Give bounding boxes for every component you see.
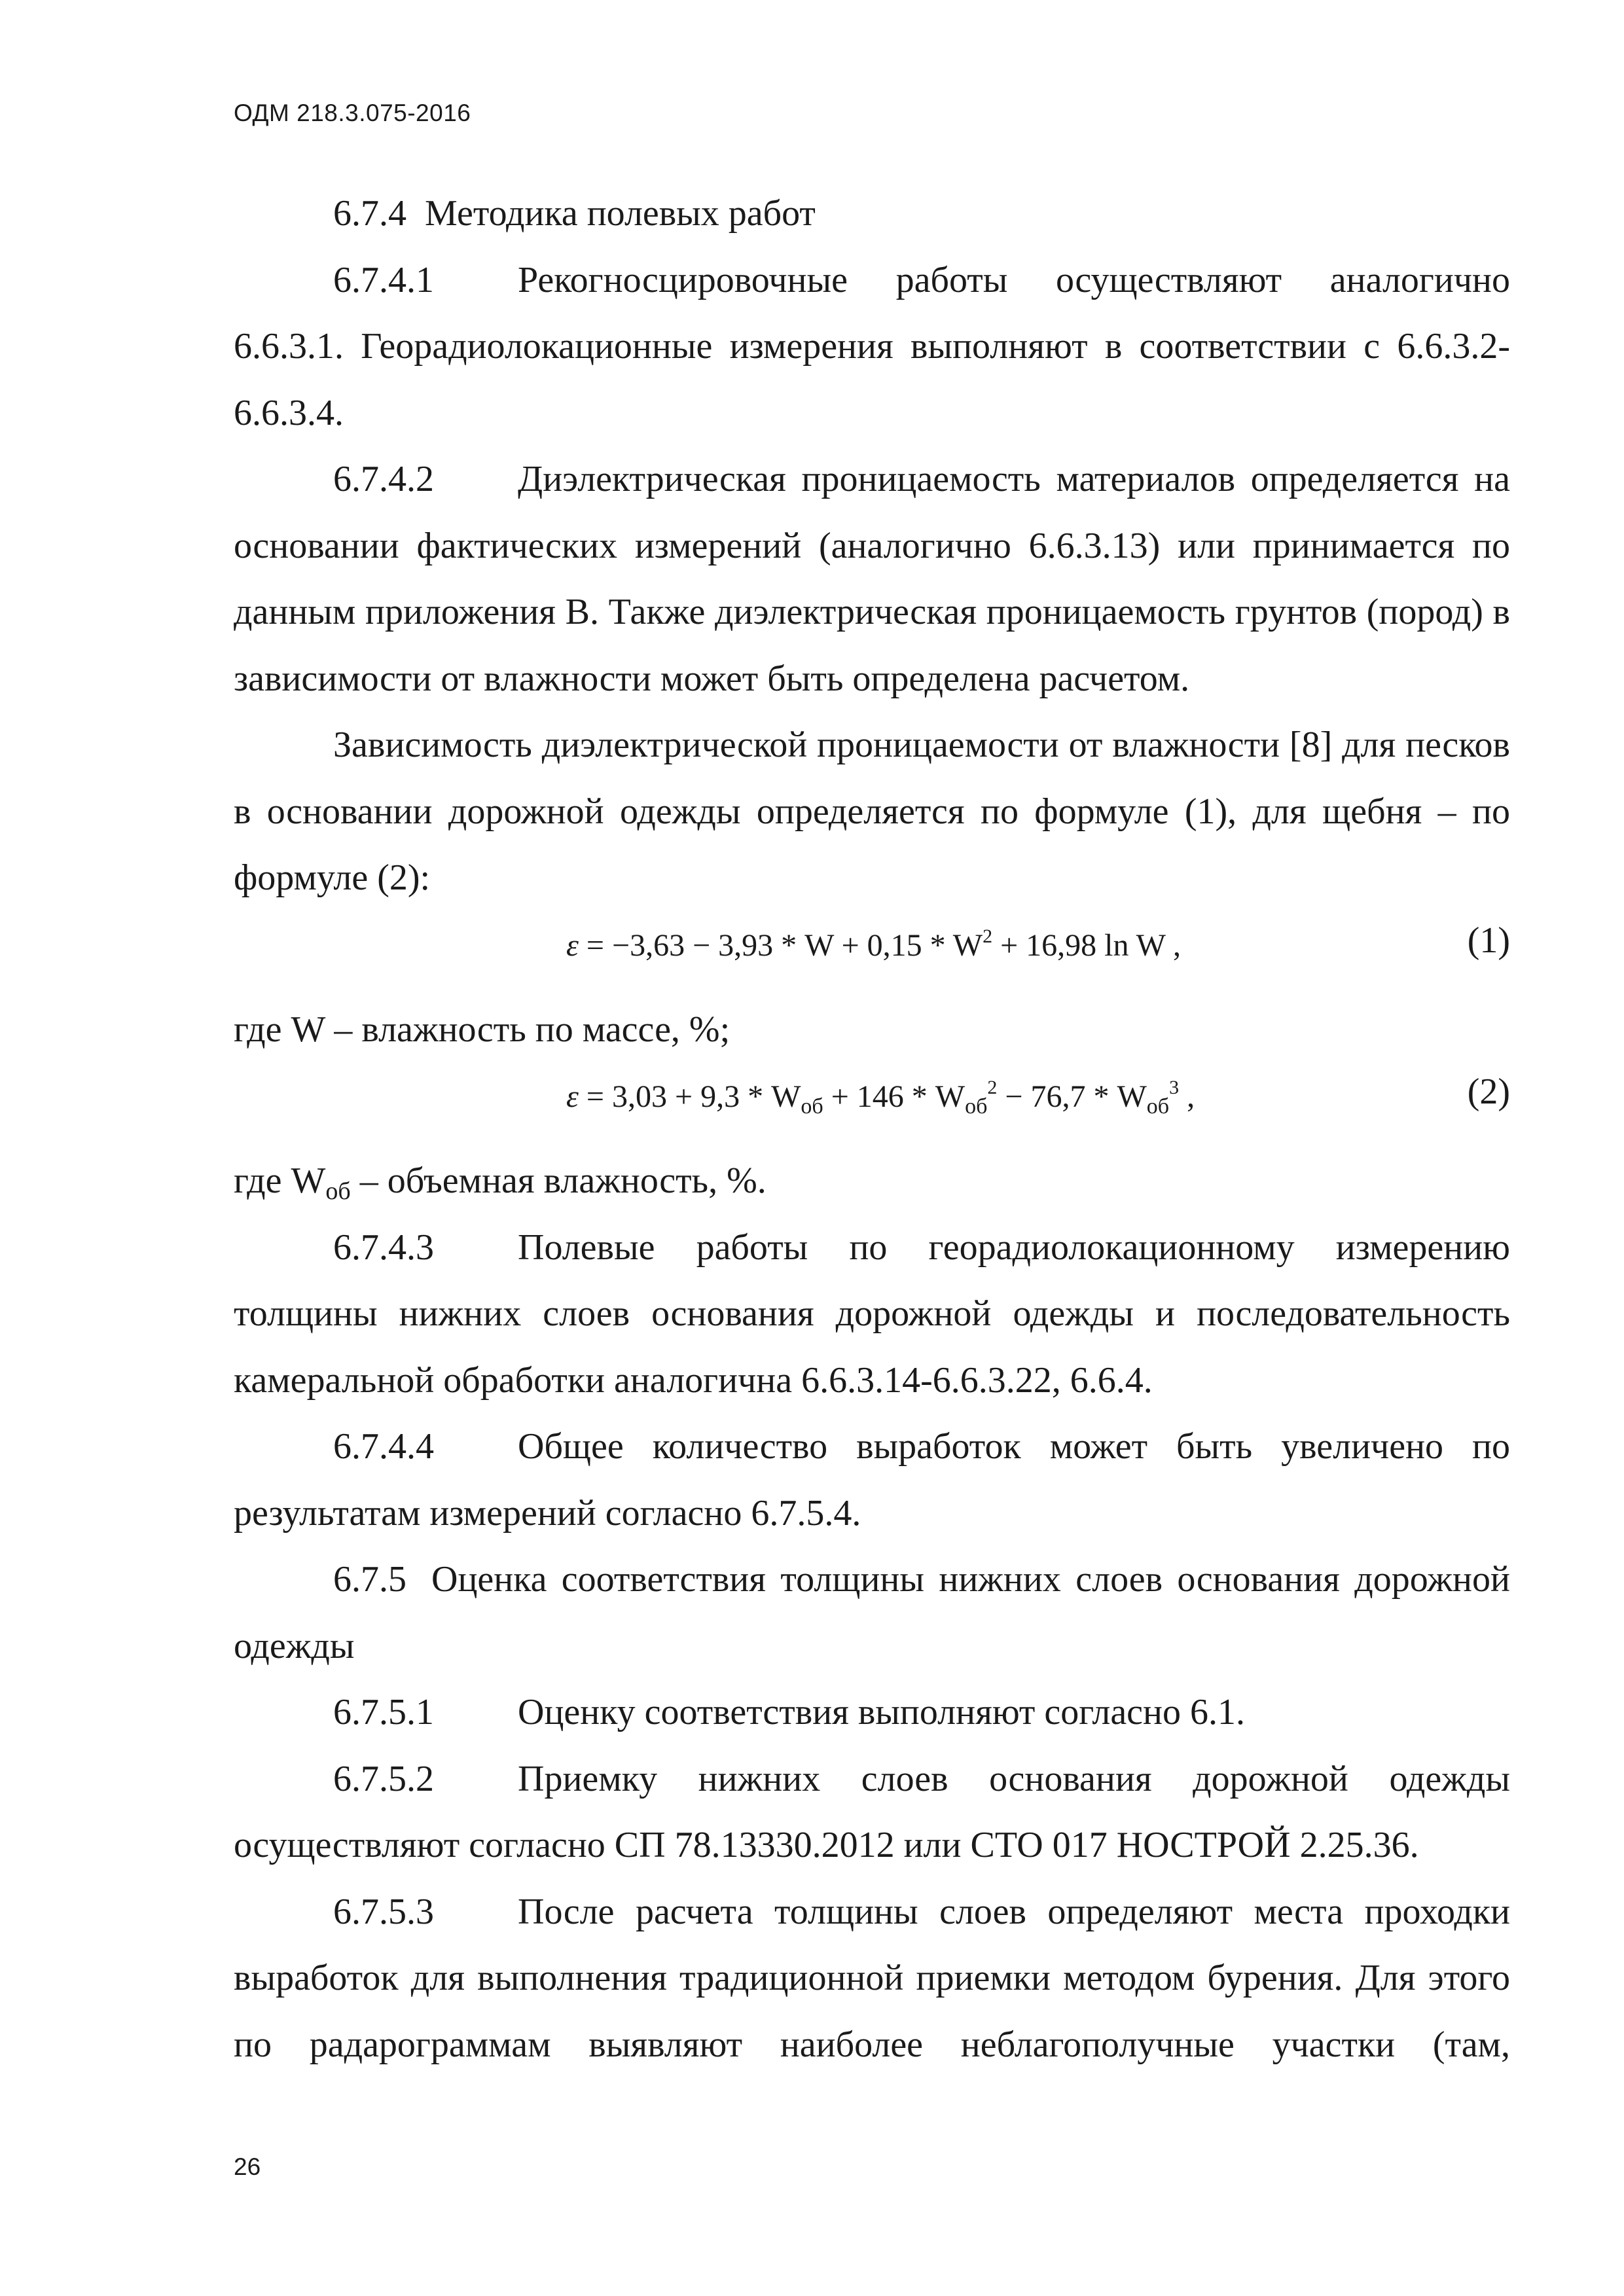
paragraph-number: 6.7.4.4 xyxy=(333,1426,434,1467)
paragraph-text: Рекогносцировочные работы осуществляют аналогично 6.6.3.1. Георадиолокационные измерения выполняют в соответствии с 6.6.3.2-6.6.3.4. xyxy=(234,259,1510,433)
paragraph-text: После расчета толщины слоев определяют места проходки выработок для выполнения традиционной приемки методом бурения. Для этого по радарограммам выявляют наиболее неблагополучные участки (там, xyxy=(234,1891,1510,2065)
paragraph-6-7-4-4 xyxy=(234,1414,1510,1547)
paragraph-text: Диэлектрическая проницаемость материалов определяется на основании фактических измерений (аналогично 6.6.3.13) или принимается по данным приложения В. Также диэлектрическая проницаемость грунтов (пород) в зависимости от влажности может быть определена расчетом. xyxy=(234,459,1510,699)
formula-1-number: (1) xyxy=(1467,920,1510,961)
section-heading-6-7-5 xyxy=(234,1547,1510,1679)
section-title: Методика полевых работ xyxy=(425,193,816,234)
formula-1-expression: $\varepsilon = -3,63 - 3,93 * W + 0,15 * W^2 + 16,98$ ln W , xyxy=(566,925,1182,963)
section-heading-6-7-4 xyxy=(234,181,1510,247)
paragraph-number: 6.7.4.2 xyxy=(333,459,434,499)
page-number: 26 xyxy=(234,2153,261,2180)
paragraph-text: Приемку нижних слоев основания дорожной одежды осуществляют согласно СП 78.13330.2012 или СТО 017 НОСТРОЙ 2.25.36. xyxy=(234,1758,1510,1865)
formula-1 xyxy=(234,912,1510,997)
section-title: Оценка соответствия толщины нижних слоев основания дорожной одежды xyxy=(234,1559,1510,1666)
formula-2-expression: $\varepsilon = 3,03 + 9,3 * W_{об} + 146 * W_{об}^2 - 76,7 * W_{об}^3$ , xyxy=(566,1077,1195,1119)
paragraph-6-7-5-3 xyxy=(234,1879,1510,2079)
paragraph-6-7-4-1 xyxy=(234,247,1510,447)
formula-2-number: (2) xyxy=(1467,1071,1510,1112)
where-w-definition: где W – влажность по массе, %; xyxy=(234,1009,731,1050)
paragraph-number: 6.7.5.3 xyxy=(333,1891,434,1932)
paragraph-6-7-4-2 xyxy=(234,446,1510,712)
paragraph-number: 6.7.5.1 xyxy=(333,1692,434,1732)
document-code-header: ОДМ 218.3.075-2016 xyxy=(234,99,471,126)
paragraph-6-7-5-2 xyxy=(234,1746,1510,1879)
paragraph-6-7-5-1 xyxy=(234,1679,1510,1746)
paragraph-6-7-4-3 xyxy=(234,1215,1510,1414)
section-number: 6.7.5 xyxy=(333,1559,406,1600)
where-wob-definition: где $W_{об}$ – объемная влажность, %. xyxy=(234,1160,767,1205)
paragraph-number: 6.7.4.3 xyxy=(333,1227,434,1268)
formula-2 xyxy=(234,1063,1510,1148)
paragraph-text: Оценку соответствия выполняют согласно 6.1. xyxy=(518,1692,1246,1732)
paragraph-text: Полевые работы по георадиолокационному измерению толщины нижних слоев основания дорожной одежды и последовательность камеральной обработки аналогична 6.6.3.14-6.6.3.22, 6.6.4. xyxy=(234,1227,1510,1401)
paragraph-text: Общее количество выработок может быть увеличено по результатам измерений согласно 6.7.5.4. xyxy=(234,1426,1510,1534)
page-body xyxy=(234,181,1510,2078)
paragraph-number: 6.7.5.2 xyxy=(333,1758,434,1799)
paragraph-dependency: Зависимость диэлектрической проницаемости от влажности [8] для песков в основании дорожной одежды определяется по формуле (1), для щебня – по формуле (2): xyxy=(234,725,1510,898)
section-number: 6.7.4 xyxy=(333,193,406,234)
paragraph-number: 6.7.4.1 xyxy=(333,259,434,300)
